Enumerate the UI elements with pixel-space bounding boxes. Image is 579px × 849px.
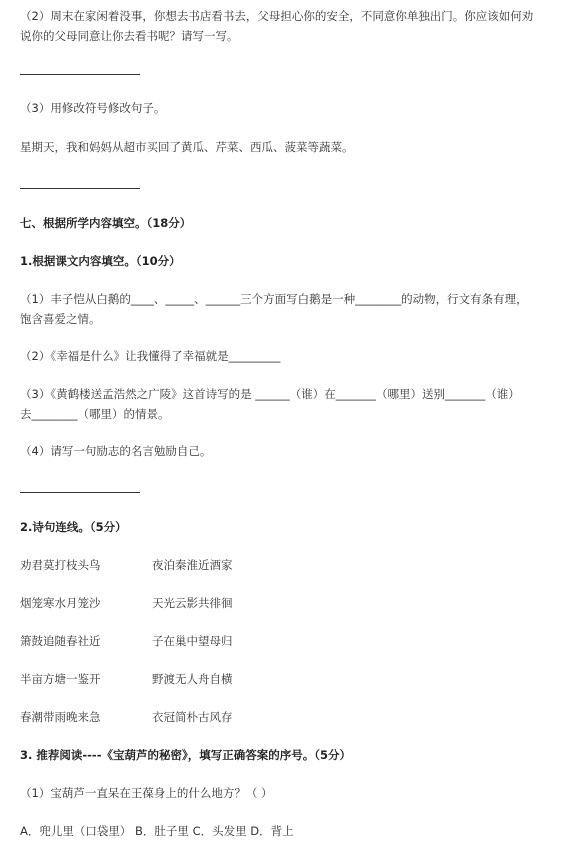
- answer-line: [20, 74, 140, 75]
- poem-left-1: 劝君莫打枝头鸟: [20, 558, 101, 572]
- reading-options: A．兜儿里（口袋里） B．肚子里 C．头发里 D．背上: [20, 824, 294, 838]
- part-1-title: 1.根据课文内容填空。（10分）: [20, 254, 181, 268]
- poem-right-3: 子在巢中望母归: [152, 634, 233, 648]
- question-2-text-line2: 说你的父母同意让你去看书呢？请写一写。: [20, 29, 239, 43]
- poem-right-5: 衣冠简朴古风存: [152, 710, 233, 724]
- part-3-title: 3. 推荐阅读----《宝葫芦的秘密》，填写正确答案的序号。（5分）: [20, 748, 351, 762]
- poem-right-4: 野渡无人舟自横: [152, 672, 233, 686]
- fill-3-line1: （3）《黄鹤楼送孟浩然之广陵》这首诗写的是 ______（谁）在_______（哪里）送别_______（谁）: [20, 387, 520, 401]
- question-3-sentence: 星期天，我和妈妈从超市买回了黄瓜、芹菜、西瓜、菠菜等蔬菜。: [20, 140, 354, 154]
- poem-left-2: 烟笼寒水月笼沙: [20, 596, 101, 610]
- poem-right-1: 夜泊秦淮近酒家: [152, 558, 233, 572]
- fill-1-line2: 饱含喜爱之情。: [20, 312, 101, 326]
- question-2-text-line1: （2）周末在家闲着没事，你想去书店看书去，父母担心你的安全，不同意你单独出门。你应该如何劝: [20, 9, 534, 23]
- question-3-title: （3）用修改符号修改句子。: [20, 101, 166, 115]
- poem-left-3: 箫鼓追随春社近: [20, 634, 101, 648]
- fill-2: （2）《幸福是什么》让我懂得了幸福就是_________: [20, 349, 281, 363]
- fill-4: （4）请写一句励志的名言勉励自己。: [20, 444, 212, 458]
- poem-left-5: 春潮带雨晚来急: [20, 710, 101, 724]
- poem-left-4: 半亩方塘一鉴开: [20, 672, 101, 686]
- fill-3-line2: 去________（哪里）的情景。: [20, 407, 170, 421]
- part-2-title: 2.诗句连线。（5分）: [20, 520, 127, 534]
- answer-line: [20, 188, 140, 189]
- reading-question-1: （1）宝葫芦一直呆在王葆身上的什么地方？（ ）: [20, 786, 273, 800]
- poem-right-2: 天光云影共徘徊: [152, 596, 233, 610]
- fill-1-line1: （1）丰子恺从白鹅的____、_____、______三个方面写白鹅是一种________的动物，行文有条有理，: [20, 292, 528, 306]
- section-7-title: 七、根据所学内容填空。（18分）: [20, 216, 192, 230]
- answer-line: [20, 492, 140, 493]
